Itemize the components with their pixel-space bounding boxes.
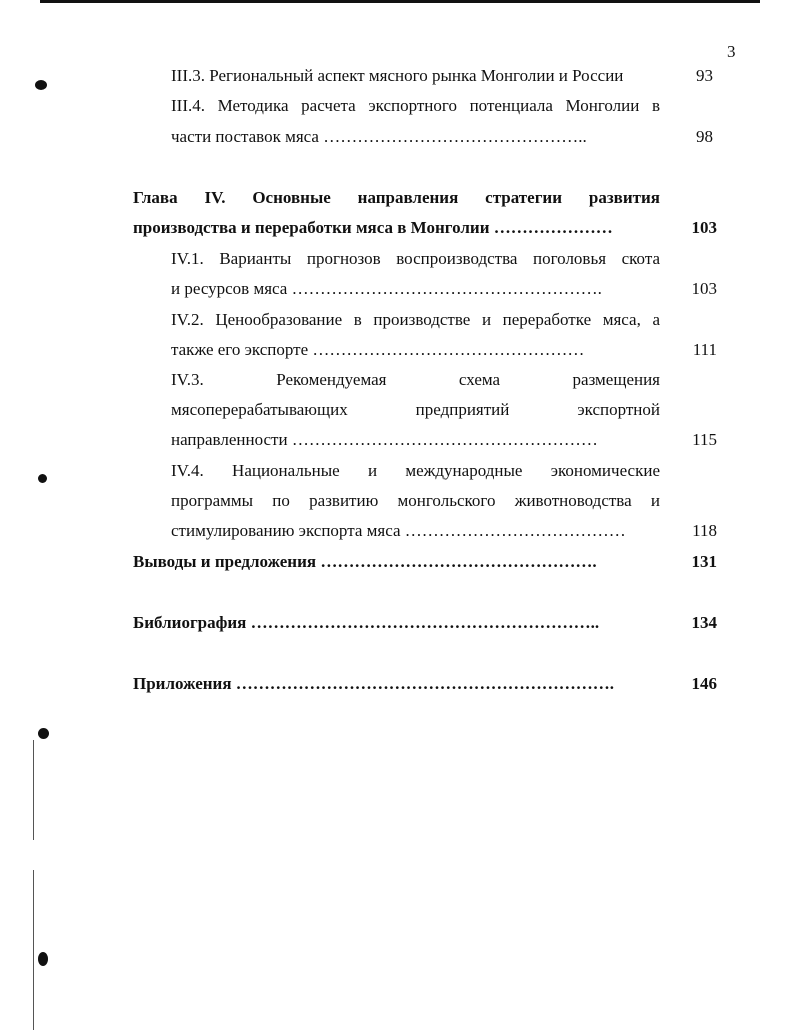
toc-conclusions-title: Выводы и предложения …………………………………………. <box>133 552 597 571</box>
page-number: 3 <box>727 42 736 61</box>
toc-entry-3-3-page: 93 <box>696 66 713 85</box>
toc-chapter-4-line2: производства и переработки мяса в Монголии ………………… <box>133 218 613 237</box>
toc-entry-4-1-line2: и ресурсов мяса ………………………………………………. <box>171 279 602 298</box>
toc-entry-4-3-line1: IV.3. Рекомендуемая схема размещения <box>171 370 660 389</box>
toc-entry-4-4-page: 118 <box>692 521 717 540</box>
scan-blot <box>38 474 47 483</box>
scan-edge-line <box>33 870 34 1030</box>
toc-appendices-title: Приложения …………………………………………………………. <box>133 674 615 693</box>
toc-entry-3-4-line1: III.4. Методика расчета экспортного потенциала Монголии в <box>171 96 660 115</box>
top-border-line <box>40 0 760 3</box>
toc-entry-4-3-page: 115 <box>692 430 717 449</box>
scan-blot <box>38 728 49 739</box>
toc-entry-4-4-line3: стимулированию экспорта мяса ………………………………… <box>171 521 626 540</box>
toc-entry-4-1-line1: IV.1. Варианты прогнозов воспроизводства поголовья скота <box>171 249 660 268</box>
scan-edge-line <box>33 740 34 840</box>
toc-chapter-4-page: 103 <box>691 218 717 237</box>
toc-entry-4-3-line3: направленности ……………………………………………… <box>171 430 598 449</box>
toc-entry-3-3-title: III.3. Региональный аспект мясного рынка Монголии и России <box>171 66 624 85</box>
toc-bibliography-title: Библиография …………………………………………………….. <box>133 613 600 632</box>
scan-blot <box>35 80 47 90</box>
toc-conclusions-page: 131 <box>691 552 717 571</box>
toc-entry-4-2-page: 111 <box>692 340 717 359</box>
toc-entry-4-2-line2: также его экспорте ………………………………………… <box>171 340 585 359</box>
toc-entry-3-4-line2: части поставок мяса ……………………………………….. <box>171 127 587 146</box>
toc-chapter-4-line1: Глава IV. Основные направления стратегии развития <box>133 188 660 207</box>
toc-bibliography-page: 134 <box>691 613 717 632</box>
toc-appendices-page: 146 <box>691 674 717 693</box>
toc-entry-4-2-line1: IV.2. Ценообразование в производстве и переработке мяса, а <box>171 310 660 329</box>
toc-entry-4-3-line2: мясоперерабатывающих предприятий экспортной <box>171 400 660 419</box>
toc-entry-4-4-line1: IV.4. Национальные и международные экономические <box>171 461 660 480</box>
toc-entry-4-1-page: 103 <box>691 279 717 298</box>
toc-entry-4-4-line2: программы по развитию монгольского животноводства и <box>171 491 660 510</box>
toc-entry-3-4-page: 98 <box>696 127 713 146</box>
scan-blot <box>38 952 48 966</box>
